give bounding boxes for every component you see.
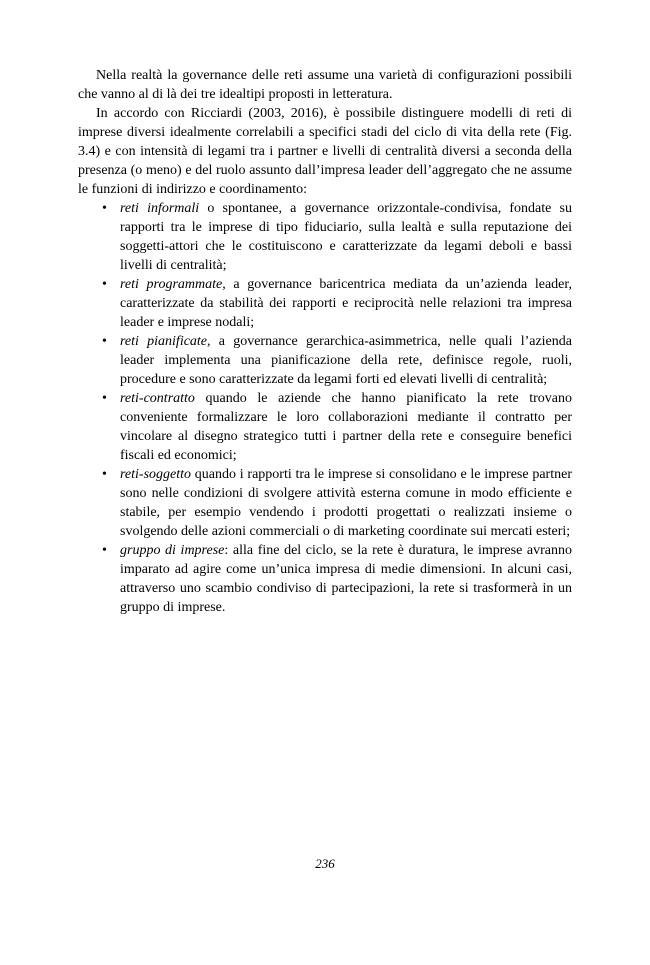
bullet-term: reti informali [120, 201, 200, 216]
bullet-term: reti pianificate [120, 334, 208, 349]
bullet-text: , a governance baricentrica mediata da un’azienda leader, caratterizzate da stabilità dei rapporti e reciprocità nelle relazioni tra impresa leader e imprese nodali; [120, 277, 572, 330]
bullet-text: , a governance gerarchica-asimmetrica, nelle quali l’azienda leader implementa una pianificazione della rete, definisce regole, ruoli, procedure e sono caratterizzate da legami forti ed elevati livelli di centralità; [120, 334, 572, 387]
bullet-text: quando i rapporti tra le imprese si consolidano e le imprese partner sono nelle condizioni di svolgere attività esterna comune in modo efficiente e stabile, per esempio vendendo i prodotti progettati o realizzati insieme o svolgendo delle azioni commerciali o di marketing coordinate sui mercati esteri; [120, 467, 572, 539]
list-item [78, 465, 572, 541]
bullet-text: quando le aziende che hanno pianificato la rete trovano conveniente formalizzare le loro collaborazioni mediante il contratto per vincolare al disegno strategico tutti i partner della rete e conseguire benefici fiscali ed economici; [120, 391, 572, 463]
list-item [78, 541, 572, 617]
bullet-list [78, 199, 572, 617]
list-item [78, 199, 572, 275]
page-number: 236 [315, 856, 335, 871]
bullet-text: o spontanee, a governance orizzontale-condivisa, fondate su rapporti tra le imprese di tipo fiduciario, sulla lealtà e sulla reputazione dei soggetti-attori che le costituiscono e caratterizzate da legami deboli e bassi livelli di centralità; [120, 201, 572, 273]
bullet-term: reti-contratto [120, 391, 195, 406]
list-item [78, 275, 572, 332]
paragraph-lead-in: In accordo con Ricciardi (2003, 2016), è possibile distinguere modelli di reti di imprese diversi idealmente correlabili a specifici stadi del ciclo di vita della rete (Fig. 3.4) e con intensità di legami tra i partner e livelli di centralità diversi a seconda della presenza (o meno) e del ruolo assunto dall’impresa leader dell’aggregato che ne assume le funzioni di indirizzo e coordinamento: [78, 106, 572, 197]
bullet-text: : alla fine del ciclo, se la rete è duratura, le imprese avranno imparato ad agire come un’unica impresa di medie dimensioni. In alcuni casi, attraverso uno scambio condiviso di partecipazioni, la rete si trasformerà in un gruppo di imprese. [120, 543, 572, 615]
bullet-term: reti programmate [120, 277, 223, 292]
list-item [78, 389, 572, 465]
bullet-term: reti-soggetto [120, 467, 192, 482]
bullet-term: gruppo di imprese [120, 543, 225, 558]
list-item [78, 332, 572, 389]
text-column [78, 66, 572, 617]
paragraph-intro: Nella realtà la governance delle reti assume una varietà di configurazioni possibili che vanno al di là dei tre idealtipi proposti in letteratura. [78, 68, 572, 102]
